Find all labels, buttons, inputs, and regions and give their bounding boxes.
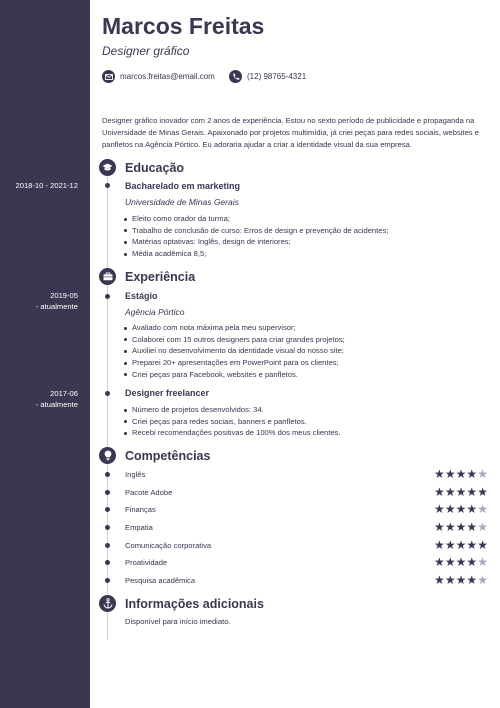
list-item: Avaliado com nota máxima pela meu supervisor; (123, 322, 345, 334)
star-filled-icon: ★ (455, 555, 467, 569)
additional-heading: Informações adicionais (125, 597, 264, 611)
star-filled-icon: ★ (434, 502, 445, 516)
skill-name: Pacote Adobe (125, 488, 173, 497)
briefcase-icon (99, 268, 116, 285)
skill-rating (434, 556, 488, 568)
timeline-dot (105, 507, 110, 512)
star-filled-icon: ★ (455, 573, 467, 587)
star-filled-icon: ★ (466, 538, 478, 552)
star-filled-icon: ★ (466, 485, 478, 499)
star-filled-icon: ★ (434, 520, 445, 534)
timeline-dot (105, 525, 110, 530)
lightbulb-icon (99, 447, 116, 464)
star-filled-icon: ★ (477, 538, 488, 552)
list-item: Criei peças para Facebook, websites e panfletos. (123, 369, 345, 381)
star-filled-icon: ★ (466, 555, 478, 569)
timeline-dot (105, 490, 110, 495)
timeline-dot (105, 183, 110, 188)
star-filled-icon: ★ (444, 538, 456, 552)
star-filled-icon: ★ (434, 467, 445, 481)
skill-rating (434, 574, 488, 586)
star-filled-icon: ★ (477, 485, 488, 499)
profile-summary: Designer gráfico inovador com 2 anos de experiência. Estou no sexto período de publicidade e propaganda na Universidade de Minas Gerais. Apaixonado por projetos multimídia, já criei peças para redes sociais, websites e panfletos na Agência Pórtico. Eu adoraria ajudar a criar a identidade visual da sua empresa. (102, 116, 479, 150)
list-item: Número de projetos desenvolvidos: 34. (123, 404, 341, 416)
timeline-dot (105, 294, 110, 299)
email-text: marcos.freitas@email.com (120, 72, 215, 81)
list-item: Matérias optativas: Inglês, design de interiores; (123, 236, 388, 248)
skill-row (90, 557, 500, 569)
star-filled-icon: ★ (466, 502, 478, 516)
experience-heading: Experiência (125, 270, 196, 284)
anchor-icon (99, 595, 116, 612)
education-heading: Educação (125, 161, 185, 175)
education-date-range: 2018-10 - 2021-12 (15, 181, 78, 190)
star-filled-icon: ★ (444, 467, 456, 481)
timeline-dot (105, 560, 110, 565)
list-item: Recebi recomendações positivas de 100% dos meus clientes. (123, 427, 341, 439)
star-empty-icon: ★ (477, 502, 488, 516)
star-filled-icon: ★ (434, 573, 445, 587)
star-filled-icon: ★ (455, 467, 467, 481)
skill-name: Inglês (125, 470, 146, 479)
resume-main (90, 0, 500, 708)
star-filled-icon: ★ (466, 520, 478, 534)
list-item: Eleito como orador da turma; (123, 213, 388, 225)
star-filled-icon: ★ (434, 538, 445, 552)
star-filled-icon: ★ (444, 502, 456, 516)
list-item: Colaborei com 15 outros designers para criar grandes projetos; (123, 334, 345, 346)
skill-rating (434, 539, 488, 551)
skill-rating (434, 521, 488, 533)
skill-name: Finanças (125, 505, 156, 514)
experience-2-date-end: - atualmente (35, 400, 78, 409)
star-filled-icon: ★ (455, 485, 467, 499)
star-filled-icon: ★ (444, 573, 456, 587)
skill-name: Empatia (125, 523, 153, 532)
candidate-name: Marcos Freitas (102, 13, 265, 39)
additional-info-text: Disponível para início imediato. (125, 617, 231, 626)
star-empty-icon: ★ (477, 467, 488, 481)
skill-row (90, 469, 500, 481)
experience-2-bullets (123, 404, 341, 439)
experience-1-date-end: - atualmente (35, 302, 78, 311)
sidebar (0, 0, 90, 708)
education-school: Universidade de Minas Gerais (125, 197, 239, 207)
envelope-icon (102, 70, 115, 83)
phone-icon (229, 70, 242, 83)
star-filled-icon: ★ (466, 467, 478, 481)
contact-email[interactable] (102, 70, 215, 83)
star-filled-icon: ★ (455, 502, 467, 516)
skill-name: Pesquisa acadêmica (125, 576, 196, 585)
phone-text: (12) 98765-4321 (247, 72, 307, 81)
skill-row (90, 540, 500, 552)
skill-rating (434, 503, 488, 515)
list-item: Auxiliei no desenvolvimento da identidade visual do nosso site; (123, 345, 345, 357)
skill-rating (434, 468, 488, 480)
star-empty-icon: ★ (477, 555, 488, 569)
list-item: Criei peças para redes sociais, banners e panfletos. (123, 416, 341, 428)
timeline-dot (105, 391, 110, 396)
skill-row (90, 575, 500, 587)
star-filled-icon: ★ (455, 520, 467, 534)
experience-1-company: Agência Pórtico (125, 307, 185, 317)
experience-1-bullets (123, 322, 345, 381)
candidate-title: Designer gráfico (102, 44, 190, 58)
skill-row (90, 487, 500, 499)
skill-rating (434, 486, 488, 498)
education-degree: Bacharelado em marketing (125, 181, 241, 191)
contact-phone[interactable] (229, 70, 306, 83)
timeline-dot (105, 543, 110, 548)
graduation-cap-icon (99, 159, 116, 176)
experience-2-date-start: 2017-06 (50, 389, 78, 398)
skill-name: Comunicação corporativa (125, 541, 212, 550)
timeline-dot (105, 472, 110, 477)
education-bullets (123, 213, 388, 260)
star-empty-icon: ★ (477, 573, 488, 587)
timeline-dot (105, 578, 110, 583)
experience-2-role: Designer freelancer (125, 388, 210, 398)
experience-1-role: Estágio (125, 291, 158, 301)
experience-1-date-start: 2019-05 (50, 291, 78, 300)
star-filled-icon: ★ (434, 555, 445, 569)
skill-row (90, 504, 500, 516)
star-filled-icon: ★ (434, 485, 445, 499)
star-filled-icon: ★ (455, 538, 467, 552)
skill-name: Proatividade (125, 558, 168, 567)
list-item: Preparei 20+ apresentações em PowerPoint para os clientes; (123, 357, 345, 369)
star-filled-icon: ★ (444, 555, 456, 569)
star-filled-icon: ★ (466, 573, 478, 587)
star-filled-icon: ★ (444, 485, 456, 499)
star-filled-icon: ★ (444, 520, 456, 534)
star-empty-icon: ★ (477, 520, 488, 534)
list-item: Trabalho de conclusão de curso: Erros de design e prevenção de acidentes; (123, 225, 388, 237)
skill-row (90, 522, 500, 534)
skills-heading: Competências (125, 449, 211, 463)
list-item: Média acadêmica 8,5; (123, 248, 388, 260)
